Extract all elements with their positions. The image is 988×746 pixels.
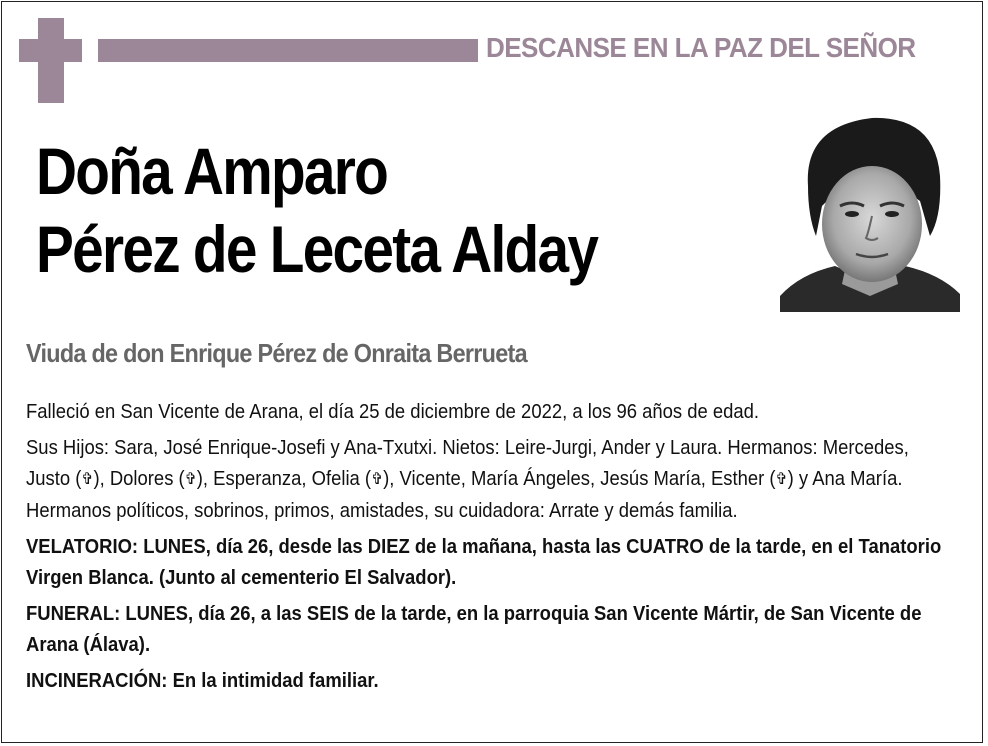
obituary-card xyxy=(1,1,983,743)
wake-notice: VELATORIO: LUNES, día 26, desde las DIEZ de la mañana, hasta las CUATRO de la tarde, en el Tanatorio Virgen Blanca. (Junto al cementerio El Salvador). xyxy=(26,535,942,589)
widow-of-line: Viuda de don Enrique Pérez de Onraita Berrueta xyxy=(26,338,527,368)
deceased-photo xyxy=(780,106,960,312)
family-list xyxy=(26,432,944,526)
deceased-name-line-1: Doña Amparo xyxy=(36,134,388,208)
deceased-name xyxy=(36,132,597,288)
deceased-cross-icon: ✞ xyxy=(184,471,197,488)
deceased-cross-icon: ✞ xyxy=(371,471,384,488)
deceased-cross-icon: ✞ xyxy=(775,471,788,488)
family-text-part: Sus Hijos: Sara, José Enrique-Josefi y Ana-Txutxi. Nietos: Leire-Jurgi, Ander y Laura. Hermanos: Mercedes, Justo ( xyxy=(26,436,909,490)
header-tagline: DESCANSE EN LA PAZ DEL SEÑOR xyxy=(486,32,916,63)
header-rule xyxy=(98,39,478,62)
family-text-part: ) y Ana María. Hermanos políticos, sobrinos, primos, amistades, su cuidadora: Arrate y demás familia. xyxy=(26,467,903,522)
cremation-notice: INCINERACIÓN: En la intimidad familiar. xyxy=(26,669,379,692)
deceased-cross-icon: ✞ xyxy=(81,471,94,488)
funeral-notice: FUNERAL: LUNES, día 26, a las SEIS de la tarde, en la parroquia San Vicente Mártir, de San Vicente de Arana (Álava). xyxy=(26,602,922,656)
family-text-part: ), Esperanza, Ofelia ( xyxy=(196,467,372,490)
death-notice: Falleció en San Vicente de Arana, el día 25 de diciembre de 2022, a los 96 años de edad. xyxy=(26,400,760,423)
cross-horizontal-beam xyxy=(19,39,82,62)
deceased-name-line-2: Pérez de Leceta Alday xyxy=(36,212,598,286)
portrait-image xyxy=(780,106,960,312)
family-text-part: ), Dolores ( xyxy=(93,467,185,490)
obituary-details xyxy=(26,396,944,701)
family-text-part: ), Vicente, María Ángeles, Jesús María, Esther ( xyxy=(383,467,776,490)
